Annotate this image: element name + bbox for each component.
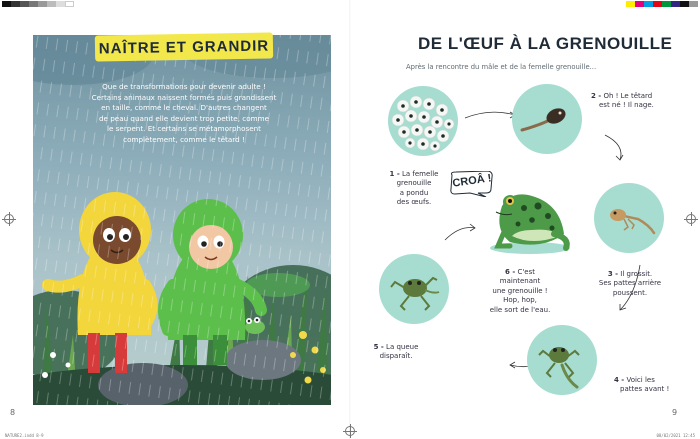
step-line: grenouille	[396, 179, 432, 188]
intro-line: complètement, comme le têtard !	[123, 134, 245, 144]
print-slug-right: 08/02/2021 12:45	[656, 433, 695, 438]
step-line: poussent.	[612, 288, 648, 297]
step-line: C'est	[517, 268, 535, 276]
step-line: une grenouille !	[492, 286, 548, 295]
intro-paragraph	[84, 82, 284, 146]
adult-frog-illustration	[482, 176, 574, 256]
left-page-title: NAÎTRE ET GRANDIR	[98, 37, 270, 57]
step-number: 5 -	[373, 343, 384, 351]
left-page-number: 8	[10, 408, 16, 417]
step-2-text	[591, 92, 654, 111]
step-6-text	[482, 268, 558, 315]
step-line: Hop, hop,	[503, 296, 537, 305]
tail-disappears-circle	[379, 254, 449, 324]
step-line: Oh ! Le têtard	[603, 92, 653, 100]
step-line: Il grossit.	[620, 270, 653, 278]
intro-line: Que de transformations pour devenir adulte !	[102, 82, 266, 91]
step-number: 2 -	[591, 92, 602, 100]
cmyk-color-bar	[626, 1, 698, 7]
step-line: Ses pattes arrière	[598, 279, 662, 288]
step-line: La queue	[386, 343, 419, 351]
step-line: a pondu	[399, 188, 429, 197]
step-line: disparaît.	[379, 352, 413, 361]
tadpole-circle	[512, 84, 582, 154]
step-line: Voici les	[626, 376, 655, 384]
registration-mark-left	[4, 214, 14, 224]
right-page-number: 9	[672, 408, 678, 417]
intro-line: Certains animaux naissent formés puis grandissent	[91, 92, 277, 102]
tadpole-hind-legs-circle	[594, 183, 664, 253]
step-line: maintenant	[499, 277, 541, 286]
step-line: La femelle	[401, 170, 439, 178]
right-page-title: DE L'ŒUF À LA GRENOUILLE	[418, 34, 673, 53]
step-number: 1 -	[389, 170, 400, 178]
intro-line: en taille, comme le cheval. D'autres changent	[101, 103, 267, 113]
step-4-text	[614, 376, 669, 395]
right-page-subtitle: Après la rencontre du mâle et de la femelle grenouille...	[406, 63, 597, 71]
left-title-banner	[95, 32, 273, 61]
eggs-circle	[388, 86, 458, 156]
step-number: 4 -	[614, 376, 625, 384]
step-5-text	[368, 343, 424, 362]
step-1-text	[384, 170, 444, 208]
intro-line: le serpent. Et certains se métamorphosent	[106, 124, 262, 134]
step-line: est né ! Il nage.	[599, 101, 654, 110]
step-number: 6 -	[505, 268, 516, 276]
step-3-text	[590, 270, 670, 298]
step-line: pattes avant !	[620, 385, 670, 394]
froglet-front-legs-circle	[527, 325, 597, 395]
step-number: 3 -	[607, 270, 619, 278]
step-line: elle sort de l'eau.	[489, 305, 551, 314]
gray-color-bar	[2, 1, 74, 7]
speech-bubble-text: CROÂ !	[451, 172, 493, 190]
intro-line: de peau quand elle devient trop petite, comme	[98, 113, 270, 123]
print-slug-left: NATURE2.indd 8-9	[5, 433, 44, 438]
step-line: des œufs.	[396, 198, 432, 207]
